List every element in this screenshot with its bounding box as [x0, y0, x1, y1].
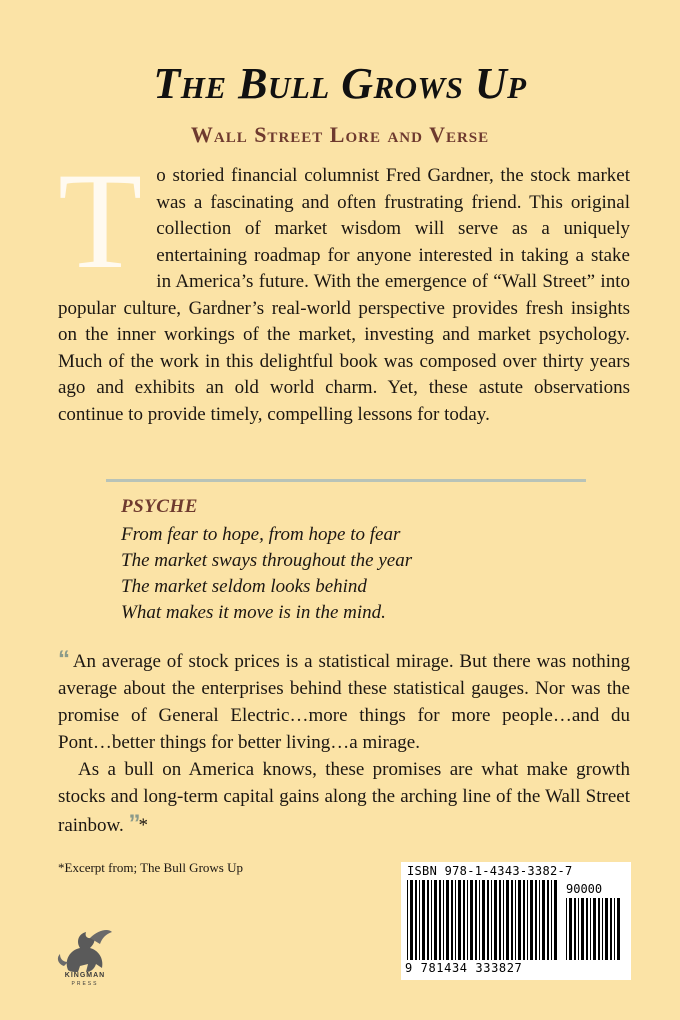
- ean-barcode-bars: [407, 880, 559, 960]
- poem: [121, 494, 601, 626]
- addon-number: 90000: [566, 882, 603, 896]
- intro-text: o storied financial columnist Fred Gardner, the stock market was a fascinating and often frustrating friend. This original collection of market wisdom will serve as a uniquely entertaining roadmap for anyone interested in taking a stake in America’s future. With the emergence of “Wall Street” into popular culture, Gardner’s real-world perspective provides fresh insights on the inner workings of the market, investing and market psychology. Much of the work in this delightful book was composed over thirty years ago and exhibits an old world charm. Yet, these astute observations continue to provide timely, compelling lessons for today.: [58, 165, 630, 425]
- isbn-barcode: [401, 862, 631, 980]
- book-title: The Bull Grows Up: [153, 59, 527, 108]
- intro-paragraph: [58, 144, 630, 428]
- excerpt-quote: [58, 646, 630, 839]
- poem-line: The market seldom looks behind: [121, 576, 367, 597]
- open-quote-icon: “: [58, 646, 68, 673]
- addon-barcode-bars: [566, 898, 624, 960]
- close-quote-icon: ”: [128, 810, 139, 837]
- section-divider: [106, 479, 586, 482]
- quote-paragraph-2: As a bull on America knows, these promises are what make growth stocks and long-term capital gains along the arching line of the Wall Street rainbow.: [58, 759, 630, 836]
- drop-cap: T: [58, 144, 143, 297]
- footnote-asterisk: *: [138, 815, 149, 836]
- quote-paragraph-1: An average of stock prices is a statistical mirage. But there was nothing average about the enterprises behind these statistical gauges. Nor was the promise of General Electric…more things for more people…and du Pont…better things for better living…a mirage.: [58, 651, 631, 753]
- publisher-name: KINGMAN: [64, 972, 106, 979]
- ean-number: 9 781434 333827: [405, 961, 523, 975]
- poem-line: From fear to hope, from hope to fear: [121, 524, 401, 545]
- poem-line: What makes it move is in the mind.: [121, 602, 386, 623]
- isbn-label: ISBN 978-1-4343-3382-7: [407, 864, 573, 878]
- poem-line: The market sways throughout the year: [121, 550, 413, 571]
- poem-title: PSYCHE: [121, 496, 198, 517]
- griffin-logo-icon: [50, 920, 120, 990]
- footnote: *Excerpt from; The Bull Grows Up: [58, 860, 243, 875]
- book-subtitle: Wall Street Lore and Verse: [190, 122, 490, 147]
- publisher-sub: PRESS: [71, 981, 99, 987]
